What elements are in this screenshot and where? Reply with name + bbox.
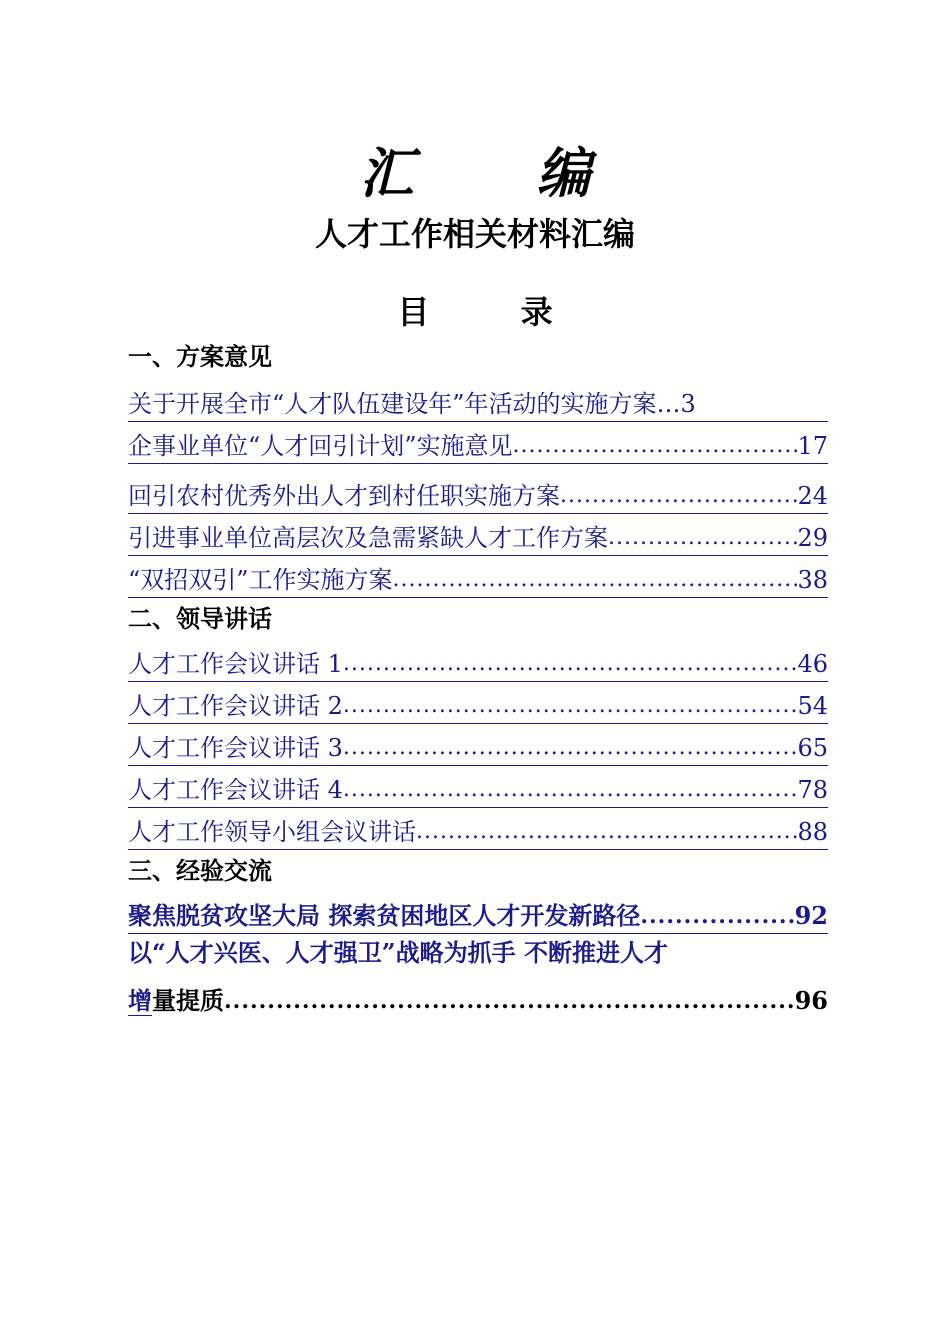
toc-entry-leader [343,733,798,763]
toc-entry-leader [343,775,798,805]
toc-entry-label: 人才工作会议讲话 3 [128,734,343,762]
toc-entry-label: 人才工作领导小组会议讲话 [128,818,416,846]
toc-entry-leader [393,565,798,595]
toc-entry-page: 92 [794,901,828,930]
toc-entry-label-rest: 量提质 [152,986,224,1015]
toc-entry-label: 聚焦脱贫攻坚大局 探索贫困地区人才开发新路径 [128,901,641,930]
document-title: 汇 编 [359,141,643,205]
toc-section-heading: 一、方案意见 [128,342,272,371]
toc-entry[interactable] [128,640,828,682]
toc-entry-page: 38 [797,566,828,594]
toc-entry-leader [608,523,797,553]
toc-entry-leader [416,817,797,847]
toc-entry-label-underlined: 增 [128,986,152,1015]
toc-entry[interactable] [128,682,828,724]
toc-entry-page: 29 [797,524,828,552]
toc-entry[interactable] [128,766,828,808]
toc-entry-label: 人才工作会议讲话 4 [128,776,343,804]
toc-entry[interactable] [128,808,828,850]
toc-entry-page: 88 [797,818,828,846]
toc-entry-leader [224,986,795,1016]
toc-entry[interactable] [128,464,828,514]
toc-entry[interactable] [128,892,828,934]
toc-entry[interactable] [128,514,828,556]
toc-entry-line1[interactable]: 以“人才兴医、人才强卫”战略为抓手 不断推进人才 [128,938,668,967]
toc-entry-page: 54 [797,692,828,720]
table-of-contents [128,336,828,1018]
toc-entry[interactable] [128,378,828,422]
toc-section-heading: 三、经验交流 [128,856,272,885]
toc-entry-label: 人才工作会议讲话 2 [128,692,343,720]
toc-entry-page: 65 [797,734,828,762]
toc-entry-label: 关于开展全市“人才队伍建设年”年活动的实施方案 [128,390,657,418]
toc-entry[interactable] [128,556,828,598]
toc-entry-label: 企事业单位“人才回引计划”实施意见 [128,432,513,460]
toc-heading: 目 录 [397,293,593,331]
toc-entry-page: 24 [797,482,828,510]
toc-entry-line2[interactable] [128,976,828,1018]
toc-entry-leader [513,431,798,461]
toc-entry-label: 回引农村优秀外出人才到村任职实施方案 [128,482,560,510]
toc-entry-label: “双招双引”工作实施方案 [128,566,393,594]
toc-entry-page: 17 [797,432,828,460]
toc-entry[interactable] [128,724,828,766]
toc-entry-page: 96 [794,986,828,1015]
toc-entry-leader [343,691,798,721]
toc-entry-page: 46 [797,650,828,678]
toc-entry[interactable] [128,422,828,464]
toc-section-heading: 二、领导讲话 [128,604,272,633]
toc-entry-label: 引进事业单位高层次及急需紧缺人才工作方案 [128,524,608,552]
toc-entry-leader [640,901,794,931]
document-subtitle: 人才工作相关材料汇编 [314,215,635,253]
toc-entry-leader [560,481,797,511]
toc-entry-label [128,986,224,1016]
toc-entry-label: 人才工作会议讲话 1 [128,650,343,678]
toc-entry-page: …3 [656,390,696,418]
toc-entry-page: 78 [797,776,828,804]
toc-entry-leader [343,649,798,679]
